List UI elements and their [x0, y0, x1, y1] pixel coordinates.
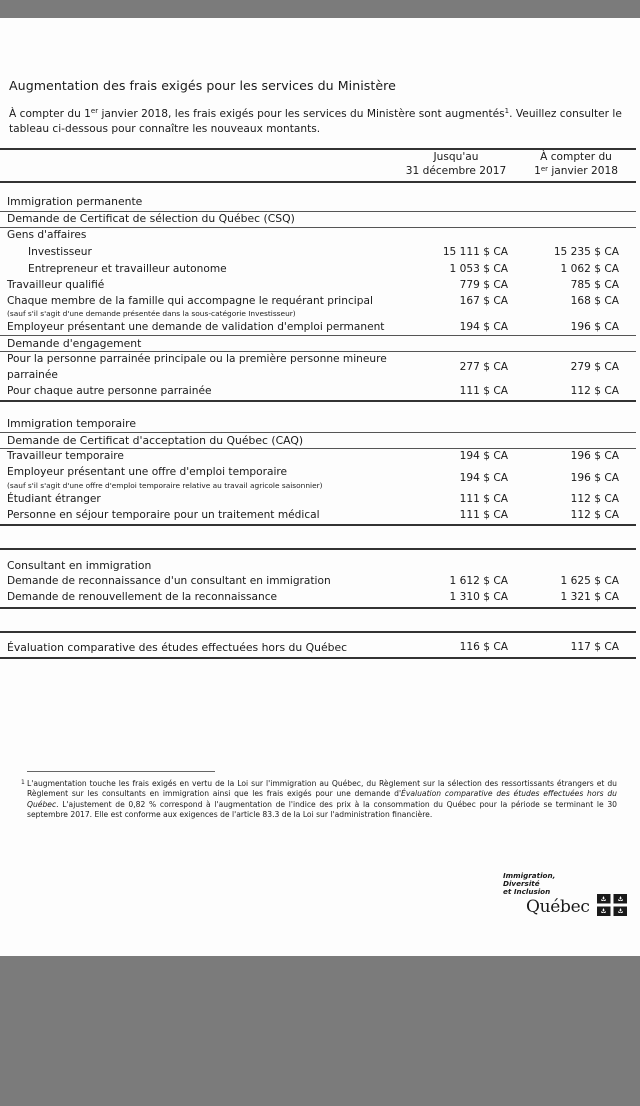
- section-end-rule: [0, 607, 636, 609]
- subsection-title-csq: Demande de Certificat de sélection du Québec (CSQ): [7, 212, 295, 225]
- ministry-name: Immigration, Diversité et Inclusion: [503, 871, 556, 896]
- table-header-rule: [0, 181, 636, 183]
- section-rule: [0, 351, 636, 352]
- quebec-wordmark: Québec: [526, 897, 590, 917]
- subsection-title-engagement: Demande d'engagement: [7, 337, 142, 350]
- table-bottom-rule: [0, 657, 636, 659]
- section-start-rule: [0, 631, 636, 633]
- section-rule: [0, 227, 636, 228]
- subsection-title-caq: Demande de Certificat d'acceptation du Québec (CAQ): [7, 434, 304, 447]
- section-rule: [0, 432, 636, 433]
- top-gray-band: [0, 0, 640, 18]
- column-header-2017: Jusqu'au 31 décembre 2017: [405, 151, 507, 177]
- document-page: Augmentation des frais exigés pour les services du Ministère À compter du 1er janvier 2018, les frais exigés pour les services du Ministère sont augmentés$^1$. Veuillez consulter le tableau ci-dessous pour connaître les nouveaux montants. Jusqu'au 31 décembre 2017 À compter du 1er janvier 2018 Immigration permanente Demande de Certificat de sélection du Québec (CSQ) Gens d'affaires Investisseur 15 111 $ CA 15 235 $ CA Entrepreneur et travailleur autonome 1 053 $ CA 1 062 $ CA Travailleur qualifié 779 $ CA 785 $ CA Chaque membre de la famille qui accompagne le requérant principal 167 $ CA 168 $ CA (sauf s'il s'agit d'une demande présentée dans la sous-catégorie Investisseur) Employeur présentant une demande de validation d'emploi permanent 194 $ CA 196 $ CA Demande d'engagement Pour la personne parrainée principale ou la première personne mineure parrainée 277 $ CA 279 $ CA Pour chaque autre personne parrainée 111 $ CA 112 $ CA Immigration temporaire Demande de Certificat d'acceptation du Québec (CAQ) Travailleur temporaire 194 $ CA 196 $ CA Employeur présentant une offre d'emploi temporaire 194 $ CA 196 $ CA (sauf s'il s'agit d'une offre d'emploi temporaire relative au travail agricole saisonnier) Étudiant étranger 111 $ CA 112 $ CA Personne en séjour temporaire pour un traitement médical 111 $ CA 112 $ CA Consultant en immigration Demande de reconnaissance d'un consultant en immigration 1 612 $ CA 1 625 $ CA Demande de renouvellement de la reconnaissance 1 310 $ CA 1 321 $ CA Évaluation comparative des études effectuées hors du Québec 116 $ CA 117 $ CA 1 L'augmentation touche les frais exigés en vertu de la Loi sur l'immigration au Québec, du Règlement sur la sélection des ressortissants étrangers et du Règlement sur les consultants en immigration ainsi que les frais exigés pour une demande d'Évaluation comparative des études effectuées hors du Québec. L'ajustement de 0,82 % correspond à l'augmentation de l'indice des prix à la consommation du Québec pour la période se terminant le 30 septembre 2017. Elle est conforme aux exigences de l'article 83.3 de la Loi sur l'administration financière. Immigration, Diversité et Inclusion Québec: [0, 18, 640, 956]
- quebec-flag-icon: [597, 894, 627, 916]
- bottom-gray-band: [0, 956, 640, 1106]
- section-end-rule: [0, 524, 636, 526]
- quebec-logo: [503, 872, 633, 922]
- section-end-rule: [0, 400, 636, 402]
- section-title-temporaire: Immigration temporaire: [7, 417, 136, 430]
- intro-paragraph: À compter du 1er janvier 2018, les frais exigés pour les services du Ministère sont augmentés$^1$. Veuillez consulter le tableau ci-dessous pour connaître les nouveaux montants.: [9, 107, 622, 135]
- document-title: Augmentation des frais exigés pour les services du Ministère: [9, 78, 396, 93]
- section-title-consultant: Consultant en immigration: [7, 559, 152, 572]
- column-header-2018: À compter du 1er janvier 2018: [534, 151, 618, 177]
- footnote: 1 L'augmentation touche les frais exigés en vertu de la Loi sur l'immigration au Québec, du Règlement sur la sélection des ressortissants étrangers et du Règlement sur les consultants en immigration ainsi que les frais exigés pour une demande d'Évaluation comparative des études effectuées hors du Québec. L'ajustement de 0,82 % correspond à l'augmentation de l'indice des prix à la consommation du Québec pour la période se terminant le 30 septembre 2017. Elle est conforme aux exigences de l'article 83.3 de la Loi sur l'administration financière.: [21, 779, 617, 820]
- section-rule: [0, 335, 636, 336]
- section-rule: [0, 448, 636, 449]
- section-start-rule: [0, 548, 636, 550]
- footnote-separator: [27, 771, 215, 772]
- section-title-permanente: Immigration permanente: [7, 195, 143, 208]
